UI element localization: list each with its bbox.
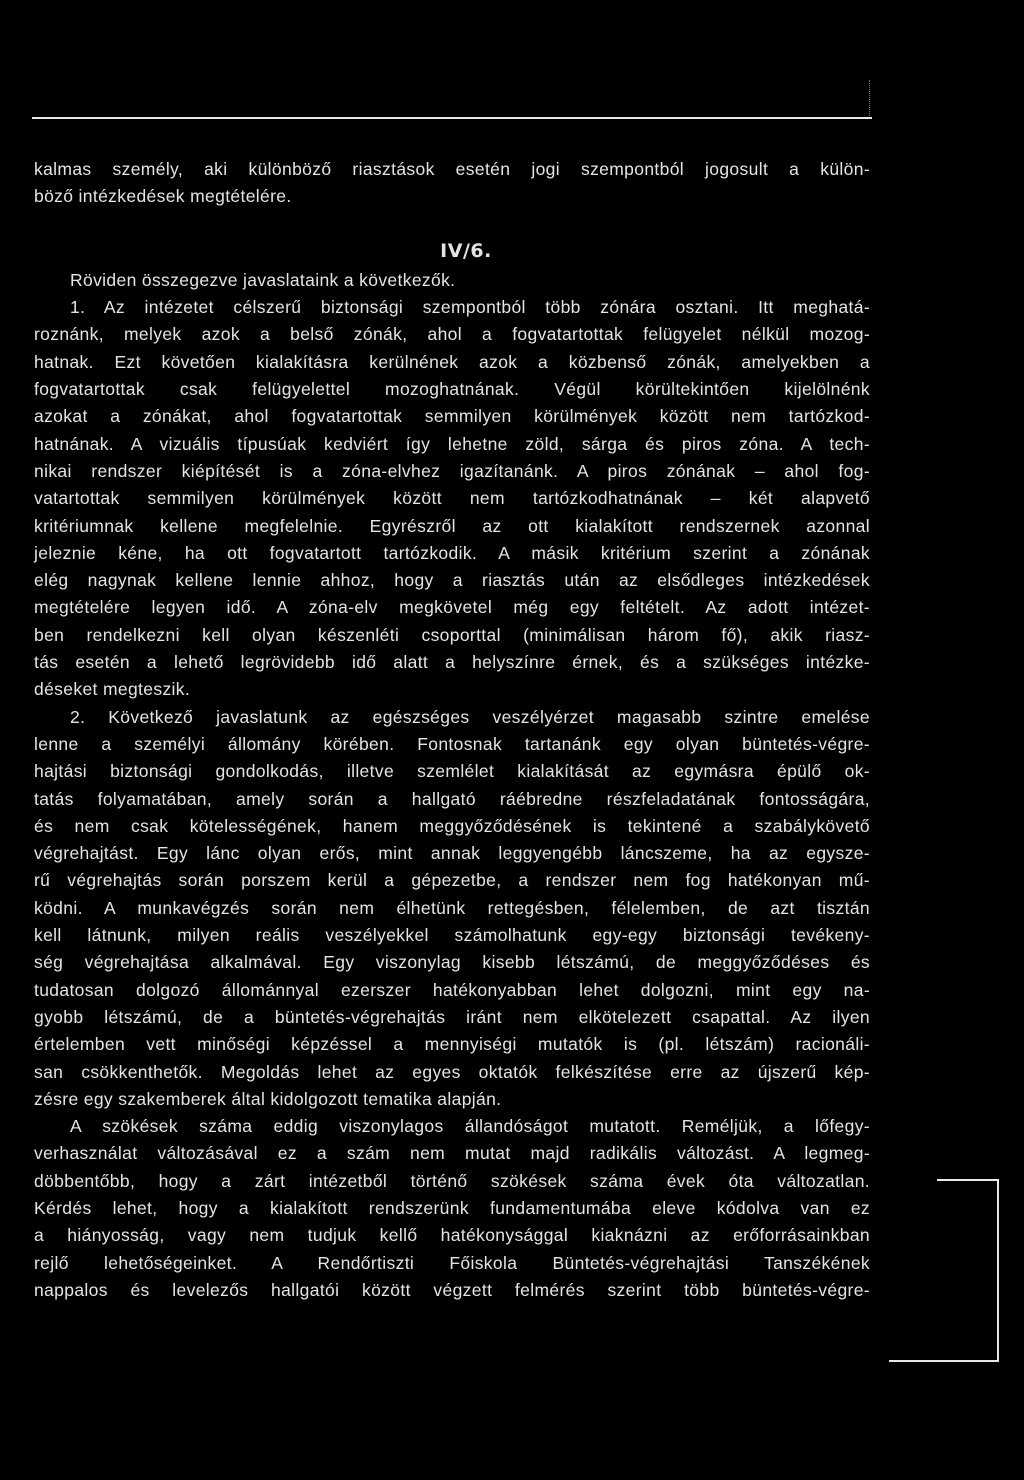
text-line: rejlő lehetőségeinket. A Rendőrtiszti Főiskola Büntetés-végrehajtási Tanszékének — [34, 1252, 870, 1273]
text-line: vatartottak semmilyen körülmények között nem tartózkodhatnának – két alapvető — [34, 488, 870, 509]
text-line: értelemben vett minőségi képzéssel a mennyiségi mutatók is (pl. létszám) racionáli- — [34, 1034, 870, 1055]
text-line: 1. Az intézetet célszerű biztonsági szempontból több zónára osztani. Itt meghatá- — [70, 297, 870, 318]
body-text — [34, 156, 870, 1304]
text-line: tatás folyamatában, amely során a hallgató ráébredne részfeladatának fontosságára, — [34, 788, 870, 809]
text-line: nikai rendszer kiépítését is a zóna-elvhez igazítanánk. A piros zónának – ahol fog- — [34, 460, 870, 481]
text-line: hatnának. A vizuális típusúak kedviért így lehetne zöld, sárga és piros zóna. A tech- — [34, 433, 870, 454]
text-line: kritériumnak kellene megfelelnie. Egyrészről az ott kialakított rendszernek azonnal — [34, 515, 870, 536]
text-line: végrehajtást. Egy lánc olyan erős, mint annak leggyengébb láncszeme, ha az egysze- — [34, 843, 870, 864]
text-line: elég nagynak kellene lennie ahhoz, hogy a riasztás után az elsődleges intézkedések — [34, 570, 870, 591]
text-line: böző intézkedések megtételére. — [34, 186, 292, 207]
text-line: A szökések száma eddig viszonylagos állandóságot mutatott. Reméljük, a lőfegy- — [70, 1116, 870, 1137]
text-line: kalmas személy, aki különböző riasztások esetén jogi szempontból jogosult a külön- — [34, 159, 870, 179]
text-line: jeleznie kéne, ha ott fogvatartott tartózkodik. A másik kritérium szerint a zónának — [34, 542, 870, 563]
text-line: döbbentőbb, hogy a zárt intézetből történő szökések száma évek óta változatlan. — [34, 1170, 870, 1191]
text-line: tudatosan dolgozó állománnyal ezerszer hatékonyabban lehet dolgozni, mint egy na- — [34, 979, 870, 1000]
text-line: a hiányosság, vagy nem tudjuk kellő hatékonysággal kiaknázni az erőforrásainkban — [34, 1225, 870, 1246]
text-line: lenne a személyi állomány körében. Fontosnak tartanánk egy olyan büntetés-végre- — [34, 733, 870, 754]
text-line: Kérdés lehet, hogy a kialakított rendszerünk fundamentumába eleve kódolva van ez — [34, 1197, 870, 1218]
box-edge-bottom — [889, 1360, 999, 1362]
text-line: gyobb létszámú, de a büntetés-végrehajtás iránt nem elkötelezett csapattal. Az ilyen — [34, 1006, 870, 1027]
text-line: rű végrehajtás során porszem kerül a gépezetbe, a rendszer nem fog hatékonyan mű- — [34, 870, 870, 891]
margin-box — [889, 1179, 999, 1362]
text-line: déseket megteszik. — [34, 679, 191, 700]
text-line: tás esetén a lehető legrövidebb idő alatt a helyszínre érnek, és a szükséges intézke- — [34, 652, 870, 673]
text-line: azokat a zónákat, ahol fogvatartottak semmilyen körülmények között nem tartózkod- — [34, 406, 870, 427]
text-line: san csökkenthetők. Megoldás lehet az egyes oktatók felkészítése erre az újszerű kép- — [34, 1061, 870, 1082]
text-line: verhasználat változásával ez a szám nem mutat majd radikális változást. A legmeg- — [34, 1143, 870, 1164]
text-line: roznánk, melyek azok a belső zónák, ahol a fogvatartottak felügyelet nélkül mozog- — [34, 324, 870, 345]
text-line: hajtási biztonsági gondolkodás, illetve szemlélet kialakítását az egymásra épülő ok- — [34, 761, 870, 782]
box-edge-top — [937, 1179, 999, 1181]
text-line: kell látnunk, milyen reális veszélyekkel számolhatunk egy-egy biztonsági tevékeny- — [34, 925, 870, 946]
text-line: zésre egy szakemberek által kidolgozott tematika alapján. — [34, 1088, 502, 1109]
text-line: ködni. A munkavégzés során nem élhetünk rettegésben, félelemben, de azt tisztán — [34, 897, 870, 918]
text-line: megtételére legyen idő. A zóna-elv megkövetel még egy feltételt. Az adott intézet- — [34, 597, 870, 618]
box-edge-right — [997, 1179, 999, 1362]
text-line: ben rendelkezni kell olyan készenléti csoporttal (minimálisan három fő), akik riasz- — [34, 624, 870, 645]
section-heading: IV/6. — [440, 239, 492, 262]
text-line: 2. Következő javaslatunk az egészséges veszélyérzet magasabb szintre emelése — [70, 706, 870, 727]
text-line: nappalos és levelezős hallgatói között végzett felmérés szerint több büntetés-végre- — [34, 1279, 870, 1300]
text-line: ség végrehajtása alkalmával. Egy viszonylag kisebb létszámú, de meggyőződéses és — [34, 952, 870, 973]
margin-mark — [869, 80, 871, 116]
top-rule — [32, 117, 872, 119]
text-line: fogvatartottak csak felügyelettel mozoghatnának. Végül körültekintően kijelölnénk — [34, 379, 870, 400]
text-line: Röviden összegezve javaslataink a következők. — [70, 269, 456, 290]
text-line: és nem csak kötelességének, hanem meggyőződésének is tekintené a szabálykövető — [34, 815, 870, 836]
text-line: hatnak. Ezt követően kialakításra kerülnének azok a közbenső zónák, amelyekben a — [34, 351, 870, 372]
